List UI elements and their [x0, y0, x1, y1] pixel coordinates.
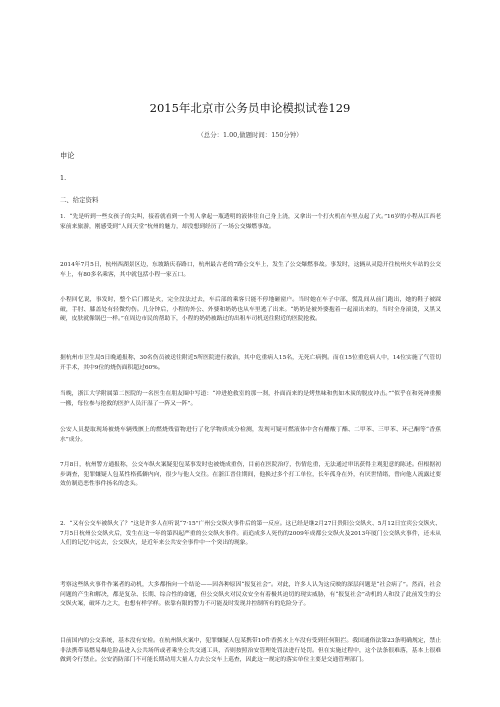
paragraph-9: 考察这些纵火事件作案者的动机，大多都指向一个结论——因各种原因“报复社会”。对此，许多人认为这反映的深层问题是“社会病了”。然而，社会问题的产生和解决，都是复杂、长期、综合性的命题，但公交纵火对民众安全有着极其迫切的现实威胁，有“报复社会”动机的人和没了此前发生的公交纵火案，破坏力之大，也想有样学样。依靠有限的警力不可能及时发现并控制所有的危险分子。	[60, 582, 441, 608]
paragraph-3: 小程回忆说，事发时，整个后门都是火，完全没法过去，车后部的乘客只能不停地砸窗户。当时她在车子中部，慌乱间从前门跑出，她的鞋子被踩破，手肘、膝盖处有轻微灼伤。几分钟后，小程的外公、外婆和奶奶也从车里逃了出来。“奶奶是被外婆抱着一起滚出来的，当时全身滚烫，又黑又硬，皮肤就像锅巴一样。”在周边市民的帮助下，小程的奶奶被路过的出租车司机送往附近的医院抢救。	[60, 297, 441, 323]
paragraph-6: 公安人员提取现场被烧车辆残骸上的燃烧残留物进行了化学物质成分检测，发现可疑可燃液体中含有醋酸丁酯、二甲苯、三甲苯、环己酮等“香蕉水”成分。	[60, 427, 441, 443]
item-number: 1.	[60, 174, 67, 182]
exam-meta: （总分：1.00,做题时间：150分钟）	[197, 131, 303, 139]
document-title: 2015年北京市公务员申论模拟试卷129	[149, 101, 351, 115]
paragraph-10: 目前国内的公交系统，基本没有安检。在杭州纵火案中，犯罪嫌疑人包某携带10件香蕉水上车没有受到任何阻拦。我国通俗法第23条明确规定，禁止非法携带易燃易爆危险品进入公共场所或者乘坐公共交通工具，否则按照治安管理处罚法进行处罚。但在实施过程中，这个法条很难落，基本上很难做到令行禁止。公安消防部门不可能长期动用大量人力去公交车上巡查，因此这一规定的落实单位主要是交通管理部门。	[60, 638, 441, 664]
paragraph-4: 据杭州市卫生局5日晚通报称，30名伤员被送往附近5所医院进行救治，其中危重病人15名，无死亡病例。而在15位重危病人中，14位实施了气管切开手术，其中9位的烧伤面积超过60%。	[60, 355, 441, 371]
paragraph-2: 2014年7月5日，杭州西湖景区边，东坡路庆春路口，杭州最古老的7路公交车上，发生了公交爆燃事故。事发时，这辆从灵隐开往杭州火车站的公交车上，有80多名乘客，其中就包括小程一家五口。	[60, 262, 441, 278]
paragraph-7: 7月8日，杭州警方通报称，公交车纵火案疑犯包某事发时也被烧成重伤，目前在医院治疗，伤情危重，无法通过审讯获得主观犯意的陈述。但根据初步调查，犯罪嫌疑人包某性格孤僻内向，很少与他人交往。在浙江晋住期间，他换过多个打工单位，长年孤身在外，有厌世情绪，曾向他人流露过要效仿制造恶性事件扬名的念头。	[60, 462, 441, 488]
paragraph-1: 1．“先是听到一些女孩子的尖叫，接着就看到一个男人拿起一瓶透明的液体往自己身上浇，又拿出一个打火机在车里点起了火。”16岁的小程从江西老家前来旅游，刚感受到“人间天堂”杭州的魅力，却没想到经历了一场公交爆燃事故。	[60, 214, 441, 230]
paragraph-5: 当晚，浙江大学附属第二医院的一名医生在朋友圈中写道：“冲进抢救室的那一刹，扑面而来的是烤焦味和焦如木炭的脱皮冲击。”“似乎在和死神重搬一搬，每位参与抢救的医护人员汗湿了一阵又一阵”。	[60, 391, 441, 407]
paragraph-8: 2．“又有公交车被纵火了？”这是许多人在听说“7·15”广州公交纵火事件后的第一反应。这已经是继2月27日贵阳公交纵火、5月12日宜宾公交纵火、7月5日杭州公交纵火后，发生在这一年的第四起严重的公交纵火事件。而追成多人死伤的2009年成都公交纵火及2013年厦门公交纵火事件，还未从人们的记忆中远去，公交纵火，是近年来公共安全事件中一个突出的现象。	[60, 521, 442, 547]
subsection-title: 二、给定资料	[60, 196, 99, 204]
section-title: 申论	[60, 151, 75, 160]
